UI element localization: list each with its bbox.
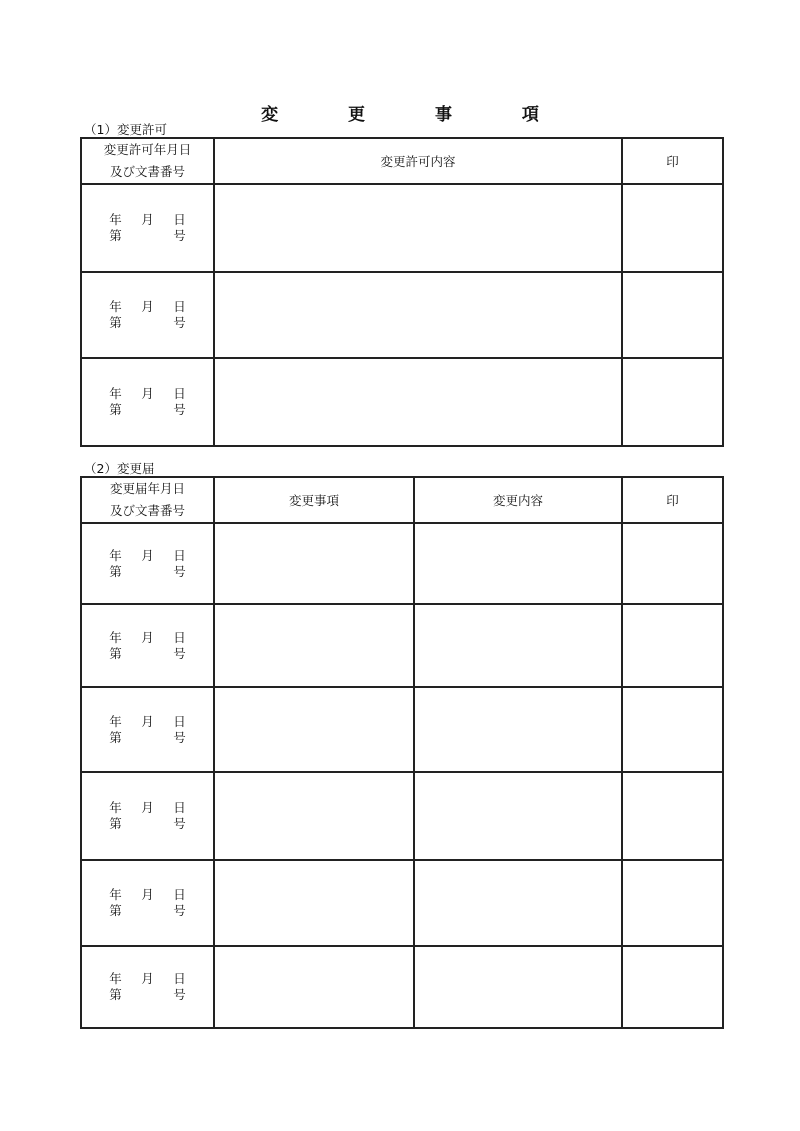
header-permit-content: 変更許可内容: [214, 138, 622, 184]
table-row: [81, 523, 723, 604]
day-label: 日: [173, 713, 186, 729]
permit-content-cell[interactable]: [214, 358, 622, 446]
year-label: 年: [109, 887, 122, 902]
number-prefix-label: 第: [109, 816, 122, 831]
section1-label: （1）変更許可: [84, 122, 167, 137]
table-row: [81, 687, 723, 772]
change-content-cell[interactable]: [414, 523, 622, 604]
date-number-cell[interactable]: [81, 687, 214, 772]
table-row: [81, 272, 723, 358]
month-label: 月: [141, 299, 154, 314]
date-number-cell[interactable]: [81, 184, 214, 272]
month-label: 月: [141, 800, 154, 815]
permit-content-cell[interactable]: [214, 272, 622, 358]
header-change-item: 変更事項: [214, 477, 414, 523]
change-permit-table: [80, 137, 724, 447]
seal-cell[interactable]: [622, 772, 723, 860]
seal-cell[interactable]: [622, 358, 723, 446]
date-number-cell[interactable]: [81, 358, 214, 446]
change-notice-table: [80, 476, 724, 1029]
date-number-cell[interactable]: [81, 604, 214, 687]
header-change-content: 変更内容: [414, 477, 622, 523]
change-content-cell[interactable]: [414, 860, 622, 946]
number-prefix-label: 第: [109, 645, 122, 661]
table-row: [81, 358, 723, 446]
seal-cell[interactable]: [622, 184, 723, 272]
header-seal: 印: [622, 477, 723, 523]
day-label: 日: [173, 971, 186, 986]
number-prefix-label: 第: [109, 228, 122, 243]
page-title: 変 更 事 項: [261, 105, 571, 125]
date-number-cell[interactable]: [81, 860, 214, 946]
seal-cell[interactable]: [622, 604, 723, 687]
number-suffix-label: 号: [173, 729, 186, 745]
table-row: [81, 772, 723, 860]
day-label: 日: [173, 386, 186, 401]
seal-cell[interactable]: [622, 946, 723, 1028]
seal-cell[interactable]: [622, 523, 723, 604]
seal-cell[interactable]: [622, 860, 723, 946]
number-prefix-label: 第: [109, 729, 122, 745]
month-label: 月: [141, 713, 154, 729]
change-item-cell[interactable]: [214, 687, 414, 772]
date-number-cell[interactable]: [81, 523, 214, 604]
month-label: 月: [141, 971, 154, 986]
seal-cell[interactable]: [622, 272, 723, 358]
table-row: [81, 860, 723, 946]
header-date-line1: 変更許可年月日: [103, 142, 192, 157]
number-prefix-label: 第: [109, 987, 122, 1002]
day-label: 日: [173, 629, 186, 645]
day-label: 日: [173, 547, 186, 563]
number-suffix-label: 号: [173, 563, 186, 579]
month-label: 月: [141, 212, 154, 227]
day-label: 日: [173, 887, 186, 902]
number-prefix-label: 第: [109, 402, 122, 417]
year-label: 年: [109, 971, 122, 986]
change-item-cell[interactable]: [214, 772, 414, 860]
month-label: 月: [141, 386, 154, 401]
change-item-cell[interactable]: [214, 604, 414, 687]
number-suffix-label: 号: [173, 987, 186, 1002]
year-label: 年: [109, 713, 122, 729]
day-label: 日: [173, 299, 186, 314]
table-row: [81, 946, 723, 1028]
number-suffix-label: 号: [173, 816, 186, 831]
number-prefix-label: 第: [109, 903, 122, 918]
year-label: 年: [109, 800, 122, 815]
change-content-cell[interactable]: [414, 772, 622, 860]
number-suffix-label: 号: [173, 315, 186, 330]
header-date-line1: 変更届年月日: [109, 481, 185, 496]
header-seal: 印: [622, 138, 723, 184]
change-content-cell[interactable]: [414, 946, 622, 1028]
year-label: 年: [109, 299, 122, 314]
month-label: 月: [141, 887, 154, 902]
change-content-cell[interactable]: [414, 604, 622, 687]
seal-cell[interactable]: [622, 687, 723, 772]
day-label: 日: [173, 212, 186, 227]
month-label: 月: [141, 547, 154, 563]
section2-label: （2）変更届: [84, 461, 155, 476]
day-label: 日: [173, 800, 186, 815]
table-row: [81, 604, 723, 687]
year-label: 年: [109, 212, 122, 227]
year-label: 年: [109, 547, 122, 563]
year-label: 年: [109, 629, 122, 645]
date-number-cell[interactable]: [81, 272, 214, 358]
header-date-line2: 及び文書番号: [109, 164, 185, 179]
header-date-line2: 及び文書番号: [109, 503, 185, 518]
change-content-cell[interactable]: [414, 687, 622, 772]
date-number-cell[interactable]: [81, 772, 214, 860]
header-date-number: [81, 138, 214, 184]
change-item-cell[interactable]: [214, 523, 414, 604]
number-prefix-label: 第: [109, 563, 122, 579]
header-date-number: [81, 477, 214, 523]
change-item-cell[interactable]: [214, 860, 414, 946]
number-suffix-label: 号: [173, 903, 186, 918]
number-prefix-label: 第: [109, 315, 122, 330]
date-number-cell[interactable]: [81, 946, 214, 1028]
number-suffix-label: 号: [173, 228, 186, 243]
year-label: 年: [109, 386, 122, 401]
table-row: [81, 184, 723, 272]
month-label: 月: [141, 629, 154, 645]
change-item-cell[interactable]: [214, 946, 414, 1028]
number-suffix-label: 号: [173, 645, 186, 661]
number-suffix-label: 号: [173, 402, 186, 417]
permit-content-cell[interactable]: [214, 184, 622, 272]
